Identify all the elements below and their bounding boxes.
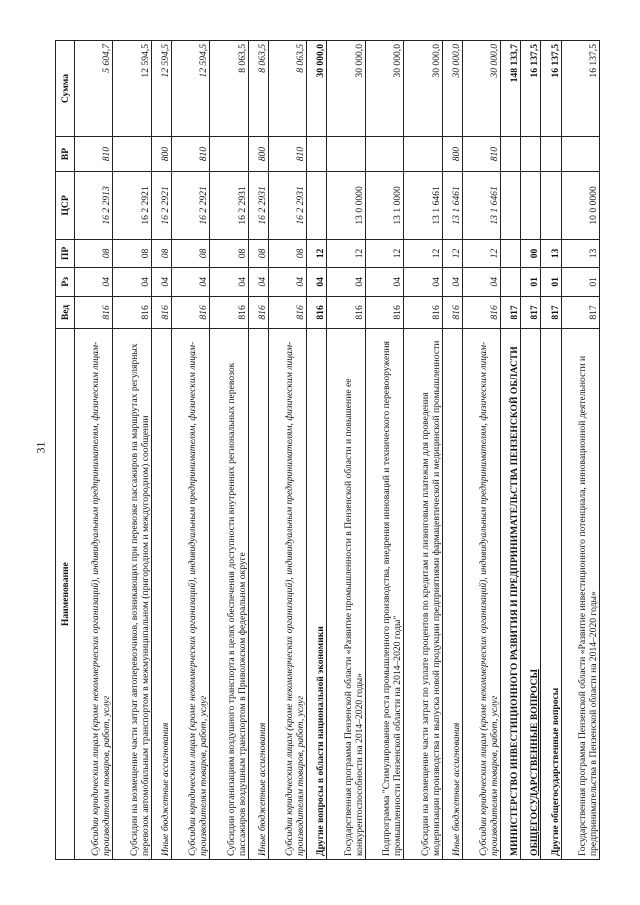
cell-ved: 816 <box>442 296 462 329</box>
cell-csr: 10 0 0000 <box>561 172 599 240</box>
cell-pr: 12 <box>442 239 462 267</box>
cell-pr: 08 <box>268 239 306 267</box>
table-row <box>248 41 268 860</box>
table-row <box>404 41 442 860</box>
cell-csr: 13 1 0000 <box>365 172 403 240</box>
cell-csr <box>521 172 541 240</box>
cell-sum: 16 137,5 <box>521 41 541 137</box>
cell-vr <box>113 137 151 172</box>
cell-vr <box>327 137 365 172</box>
cell-rz: 04 <box>327 268 365 296</box>
cell-sum: 12 594,5 <box>151 41 171 137</box>
cell-name: Субсидии на возмещение части затрат по уплате процентов по кредитам и лизинговым платежам для проведения модернизации производства и выпуска новой продукции предприятиями фармацевтической и медицинской промышленности <box>404 329 442 860</box>
table-row <box>541 41 561 860</box>
table-row <box>307 41 327 860</box>
cell-sum: 16 137,5 <box>561 41 599 137</box>
cell-rz: 04 <box>248 268 268 296</box>
cell-rz: 01 <box>521 268 541 296</box>
cell-sum: 30 000,0 <box>404 41 442 137</box>
cell-pr: 08 <box>171 239 209 267</box>
header-rz: Рз <box>56 268 75 296</box>
cell-vr <box>561 137 599 172</box>
cell-ved: 817 <box>561 296 599 329</box>
cell-vr <box>501 137 521 172</box>
cell-csr: 16 2 2931 <box>248 172 268 240</box>
cell-ved: 816 <box>113 296 151 329</box>
cell-name: Субсидии юридическим лицам (кроме некоммерческих организаций), индивидуальным предпринимателям, физическим лицам-производителям товаров, работ, услуг <box>268 329 306 860</box>
cell-vr <box>365 137 403 172</box>
cell-pr: 08 <box>151 239 171 267</box>
cell-sum: 30 000,0 <box>365 41 403 137</box>
cell-csr: 13 0 0000 <box>327 172 365 240</box>
cell-vr <box>404 137 442 172</box>
table-row <box>75 41 113 860</box>
cell-pr <box>501 239 521 267</box>
cell-name: Субсидии юридическим лицам (кроме некоммерческих организаций), индивидуальным предпринимателям, физическим лицам-производителям товаров, работ, услуг <box>462 329 500 860</box>
cell-pr: 12 <box>462 239 500 267</box>
cell-vr <box>521 137 541 172</box>
cell-sum: 8 063,5 <box>268 41 306 137</box>
cell-csr <box>541 172 561 240</box>
cell-csr: 16 2 2921 <box>171 172 209 240</box>
cell-name: Субсидии на возмещение части затрат автоперевозчиков, возникающих при перевозке пассажиров на маршрутах регулярных перевозок автомобильным транспортом в межмуниципальном (пригородном и междугородном) сообщении <box>113 329 151 860</box>
cell-sum: 12 594,5 <box>171 41 209 137</box>
cell-rz: 04 <box>404 268 442 296</box>
cell-sum: 30 000,0 <box>327 41 365 137</box>
cell-ved: 816 <box>404 296 442 329</box>
cell-rz <box>501 268 521 296</box>
cell-ved: 817 <box>521 296 541 329</box>
cell-rz: 04 <box>442 268 462 296</box>
table-row <box>268 41 306 860</box>
cell-rz: 04 <box>268 268 306 296</box>
table-body <box>75 41 600 860</box>
cell-csr: 16 2 2931 <box>268 172 306 240</box>
cell-ved: 816 <box>462 296 500 329</box>
cell-vr <box>210 137 248 172</box>
cell-ved: 817 <box>501 296 521 329</box>
budget-table <box>55 40 600 860</box>
cell-pr: 13 <box>561 239 599 267</box>
table-row <box>521 41 541 860</box>
cell-csr: 16 2 2921 <box>113 172 151 240</box>
table-row <box>171 41 209 860</box>
cell-pr: 08 <box>248 239 268 267</box>
cell-vr: 810 <box>268 137 306 172</box>
cell-csr: 16 2 2931 <box>210 172 248 240</box>
cell-name: Иные бюджетные ассигнования <box>248 329 268 860</box>
header-csr: ЦСР <box>56 172 75 240</box>
cell-rz: 01 <box>541 268 561 296</box>
cell-pr: 08 <box>75 239 113 267</box>
cell-csr <box>307 172 327 240</box>
cell-rz: 04 <box>113 268 151 296</box>
cell-sum: 30 000,0 <box>462 41 500 137</box>
cell-sum: 5 604,7 <box>75 41 113 137</box>
cell-name: МИНИСТЕРСТВО ИНВЕСТИЦИОННОГО РАЗВИТИЯ И ПРЕДПРИНИМАТЕЛЬСТВА ПЕНЗЕНСКОЙ ОБЛАСТИ <box>501 329 521 860</box>
page-number: 31 <box>33 441 48 454</box>
cell-vr <box>307 137 327 172</box>
cell-pr: 12 <box>307 239 327 267</box>
cell-csr: 13 1 6461 <box>442 172 462 240</box>
cell-csr: 13 1 6461 <box>462 172 500 240</box>
cell-rz: 04 <box>307 268 327 296</box>
cell-sum: 148 133,7 <box>501 41 521 137</box>
table-row <box>210 41 248 860</box>
cell-name: Субсидии юридическим лицам (кроме некоммерческих организаций), индивидуальным предпринимателям, физическим лицам-производителям товаров, работ, услуг <box>171 329 209 860</box>
header-ved: Вед <box>56 296 75 329</box>
cell-vr: 800 <box>248 137 268 172</box>
cell-ved: 816 <box>75 296 113 329</box>
cell-pr: 08 <box>113 239 151 267</box>
cell-sum: 8 063,5 <box>210 41 248 137</box>
cell-sum: 8 063,5 <box>248 41 268 137</box>
cell-rz: 04 <box>462 268 500 296</box>
cell-sum: 30 000,0 <box>442 41 462 137</box>
cell-pr: 13 <box>541 239 561 267</box>
table-row <box>327 41 365 860</box>
cell-name: Другие вопросы в области национальной экономики <box>307 329 327 860</box>
cell-ved: 816 <box>365 296 403 329</box>
header-name: Наименование <box>56 329 75 860</box>
cell-csr: 16 2 2921 <box>151 172 171 240</box>
cell-vr <box>541 137 561 172</box>
table-row <box>365 41 403 860</box>
table-row <box>462 41 500 860</box>
cell-ved: 816 <box>248 296 268 329</box>
cell-rz: 04 <box>151 268 171 296</box>
cell-name: Государственная программа Пензенской области «Развитие промышленности в Пензенской области и повышение ее конкурентоспособности на 2014–2020 годы» <box>327 329 365 860</box>
table-row <box>442 41 462 860</box>
cell-rz: 04 <box>210 268 248 296</box>
cell-pr: 12 <box>365 239 403 267</box>
cell-pr: 08 <box>210 239 248 267</box>
header-pr: ПР <box>56 239 75 267</box>
rotated-page-content <box>55 40 600 860</box>
cell-name: Подпрограмма "Стимулирование роста промышленного производства, внедрения инноваций и технического перевооружения промышленности Пензенской области на 2014–2020 годы" <box>365 329 403 860</box>
cell-pr: 12 <box>404 239 442 267</box>
table-row <box>561 41 599 860</box>
cell-ved: 816 <box>327 296 365 329</box>
cell-csr: 16 2 2913 <box>75 172 113 240</box>
cell-csr: 13 1 6461 <box>404 172 442 240</box>
cell-vr: 810 <box>75 137 113 172</box>
cell-name: Иные бюджетные ассигнования <box>151 329 171 860</box>
cell-vr: 800 <box>151 137 171 172</box>
cell-rz: 04 <box>75 268 113 296</box>
header-sum: Сумма <box>56 41 75 137</box>
cell-sum: 12 594,5 <box>113 41 151 137</box>
cell-ved: 816 <box>307 296 327 329</box>
cell-ved: 817 <box>541 296 561 329</box>
cell-ved: 816 <box>151 296 171 329</box>
cell-ved: 816 <box>268 296 306 329</box>
cell-name: Иные бюджетные ассигнования <box>442 329 462 860</box>
cell-sum: 16 137,5 <box>541 41 561 137</box>
cell-pr: 12 <box>327 239 365 267</box>
cell-vr: 800 <box>442 137 462 172</box>
header-vr: ВР <box>56 137 75 172</box>
table-header-row <box>56 41 75 860</box>
cell-ved: 816 <box>171 296 209 329</box>
cell-vr: 810 <box>171 137 209 172</box>
cell-rz: 04 <box>365 268 403 296</box>
cell-csr <box>501 172 521 240</box>
cell-vr: 810 <box>462 137 500 172</box>
cell-name: Субсидии организациям воздушного транспорта в целях обеспечения доступности внутренних региональных перевозок пассажиров воздушным транспортом в Приволжском федеральном округе <box>210 329 248 860</box>
cell-name: Субсидии юридическим лицам (кроме некоммерческих организаций), индивидуальным предпринимателям, физическим лицам-производителям товаров, работ, услуг <box>75 329 113 860</box>
table-row <box>113 41 151 860</box>
cell-rz: 01 <box>561 268 599 296</box>
table-row <box>501 41 521 860</box>
cell-name: ОБЩЕГОСУДАРСТВЕННЫЕ ВОПРОСЫ <box>521 329 541 860</box>
table-row <box>151 41 171 860</box>
cell-name: Другие общегосударственные вопросы <box>541 329 561 860</box>
cell-ved: 816 <box>210 296 248 329</box>
cell-pr: 00 <box>521 239 541 267</box>
cell-sum: 30 000,0 <box>307 41 327 137</box>
cell-name: Государственная программа Пензенской области «Развитие инвестиционного потенциала, инновационной деятельности и предпринимательства в Пензенской области на 2014–2020 годы» <box>561 329 599 860</box>
cell-rz: 04 <box>171 268 209 296</box>
